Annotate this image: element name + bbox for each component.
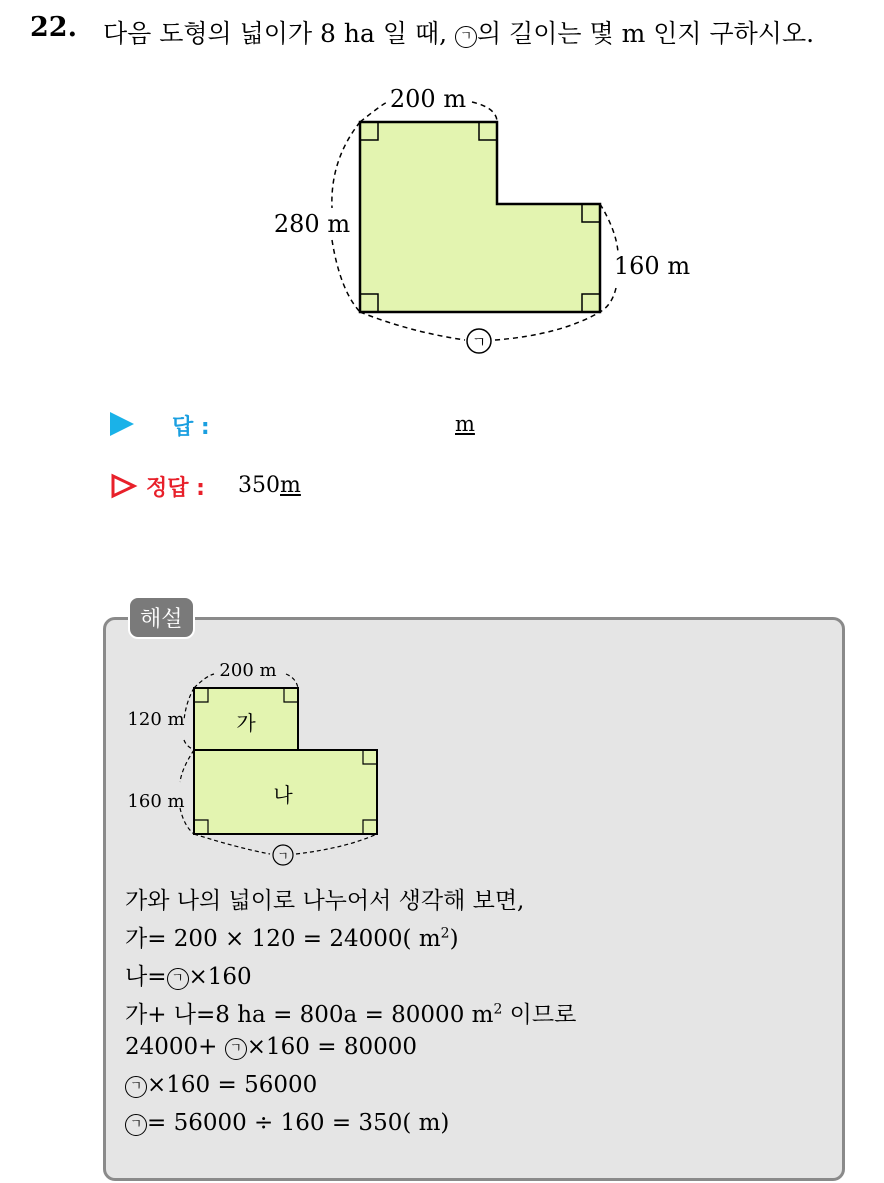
- solution-line-7: ㄱ = 56000 ÷ 160 = 350( m): [125, 1110, 449, 1136]
- answer-arrow-icon: [110, 412, 134, 436]
- circle-symbol: ㄱ: [125, 1076, 147, 1098]
- label-right: 160 m: [613, 252, 691, 280]
- solution-tag: 해설: [128, 596, 195, 639]
- sol-bottom-symbol: ㄱ: [277, 849, 289, 863]
- sol-label-upper-left: 120 m: [127, 709, 185, 730]
- figure-main: [260, 80, 720, 370]
- solution-line-4: 가+ 나=8 ha = 800a = 80000 $m^2$ 이므로: [125, 1001, 577, 1028]
- question-text: [103, 14, 814, 50]
- circle-symbol: ㄱ: [225, 1038, 247, 1060]
- correct-label: 정답 :: [146, 476, 205, 501]
- dimension-arc-upper-left: [184, 688, 194, 750]
- answer-label: 답 :: [172, 415, 210, 440]
- question-text-after: 의 길이는 몇 m 인지 구하시오.: [477, 19, 815, 48]
- solution-line-6: ㄱ ×160 = 56000: [125, 1072, 317, 1098]
- figure-solution: [118, 650, 408, 875]
- question-text-before: 다음 도형의 넓이가 8 ha 일 때,: [103, 19, 455, 48]
- circle-symbol: ㄱ: [167, 968, 189, 990]
- correct-unit: m: [280, 473, 301, 498]
- circle-symbol: ㄱ: [125, 1114, 147, 1136]
- sol-label-lower-left: 160 m: [127, 791, 185, 812]
- solution-line-5: 24000+ ㄱ ×160 = 80000: [125, 1034, 417, 1060]
- correct-number: 350: [238, 473, 280, 498]
- solution-line-2: 가= 200 × 120 = 24000( $m^2$): [125, 925, 459, 952]
- sol-label-top: 200 m: [219, 660, 277, 681]
- solution-line-1: 가와 나의 넓이로 나누어서 생각해 보면,: [125, 888, 525, 914]
- label-top: 200 m: [389, 85, 467, 113]
- correct-value: [238, 473, 301, 498]
- label-left: 280 m: [273, 210, 351, 238]
- correct-arrow-icon: [110, 473, 138, 499]
- answer-unit[interactable]: m: [455, 412, 475, 436]
- region-b-label: 나: [273, 783, 293, 807]
- question-number: 22.: [30, 12, 77, 43]
- bottom-symbol: ㄱ: [471, 333, 487, 351]
- circle-symbol: ㄱ: [455, 26, 477, 48]
- l-shape: [360, 122, 600, 312]
- solution-line-3: 나= ㄱ ×160: [125, 964, 252, 990]
- region-a-label: 가: [236, 711, 256, 735]
